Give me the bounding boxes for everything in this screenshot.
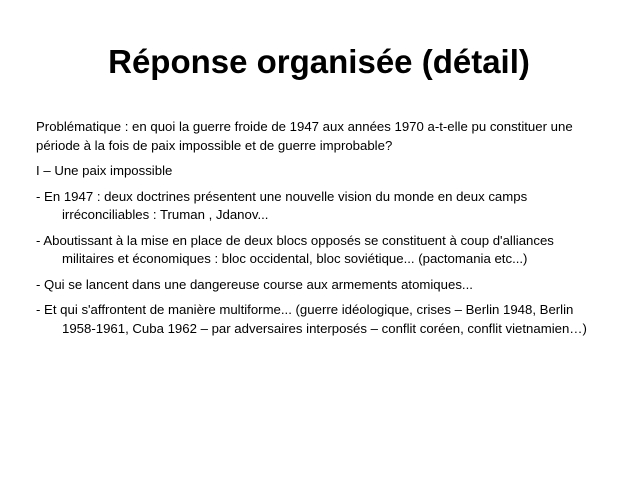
slide-body bbox=[36, 118, 602, 345]
bullet-armements: - Qui se lancent dans une dangereuse course aux armements atomiques... bbox=[36, 276, 473, 292]
section-heading: I – Une paix impossible bbox=[36, 163, 173, 178]
problematique-text: Problématique : en quoi la guerre froide de 1947 aux années 1970 a-t-elle pu constituer une période à la fois de paix impossible et de guerre improbable? bbox=[36, 119, 573, 153]
slide-title: Réponse organisée (détail) bbox=[108, 43, 530, 80]
bullet-doctrines: - En 1947 : deux doctrines présentent une nouvelle vision du monde en deux camps irréconciliables : Truman , Jdanov... bbox=[36, 188, 528, 222]
bullet-affrontements: - Et qui s'affrontent de manière multiforme... (guerre idéologique, crises – Berlin 1948, Berlin 1958-1961, Cuba 1962 – par adversaires interposés – conflit coréen, conflit vietnamien…) bbox=[36, 302, 587, 336]
bullet-blocs: - Aboutissant à la mise en place de deux blocs opposés se constituent à coup d'alliances militaires et économiques : bloc occidental, bloc soviétique... (pactomania etc...) bbox=[36, 232, 554, 266]
